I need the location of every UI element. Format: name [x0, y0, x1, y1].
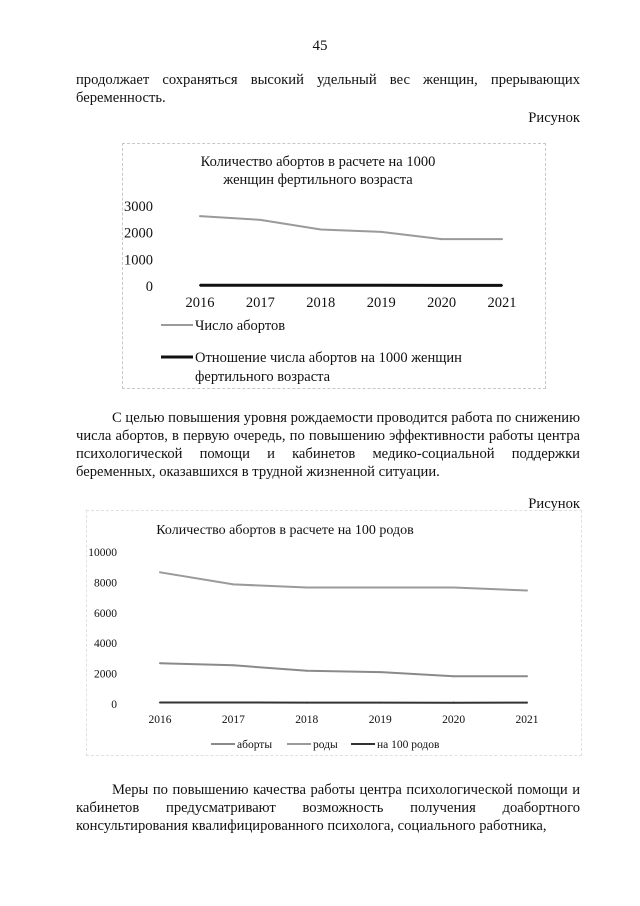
chart-1-data-point [441, 284, 443, 286]
chart-2-x-tick-label: 2021 [515, 714, 539, 726]
chart-1-y-tick-label: 2000 [124, 225, 153, 242]
chart-1-x-tick-label: 2020 [427, 295, 457, 311]
chart-1-data-point [199, 284, 201, 286]
chart-2-y-tick-label: 6000 [94, 607, 117, 620]
chart-2-data-point [306, 670, 308, 672]
chart-2-data-point [159, 571, 161, 573]
chart-2-series-line [160, 572, 527, 590]
chart-2-data-point [379, 671, 381, 673]
chart-1-x-tick-label: 2016 [185, 295, 215, 311]
figure-label-2: Рисунок [528, 496, 580, 512]
chart-2-x-tick-label: 2020 [442, 714, 466, 726]
chart-1-y-tick-label: 0 [145, 279, 153, 295]
chart-2-x-tick-label: 2018 [295, 714, 319, 726]
chart-1-data-point [501, 238, 503, 240]
chart-2-data-point [379, 702, 381, 704]
chart-1-series-line [200, 216, 502, 239]
paragraph-3: Меры по повышению качества работы центра психологической помощи и кабинетов предусматривают возможность получения доабортного консультирования квалифицированного психолога, социального работника, [76, 782, 580, 834]
page-number: 45 [312, 38, 328, 54]
chart-2-y-tick-label: 0 [111, 699, 117, 711]
chart-2-x-tick-label: 2017 [221, 714, 245, 726]
chart-2-y-tick-label: 8000 [94, 577, 117, 590]
chart-1-data-point [199, 215, 201, 217]
chart-1-data-point [380, 284, 382, 286]
chart-2-title: Количество абортов в расчете на 100 родов [156, 523, 414, 538]
chart-2-data-point [453, 586, 455, 588]
chart-1-y-tick-label: 3000 [124, 199, 153, 215]
chart-1-legend-label: фертильного возраста [195, 369, 331, 385]
chart-1-title: женщин фертильного возраста [223, 172, 413, 188]
chart-1-data-point [320, 228, 322, 230]
chart-2-frame [86, 510, 582, 756]
chart-1-x-tick-label: 2017 [245, 295, 275, 311]
chart-2-legend-label: роды [313, 739, 338, 751]
chart-2-data-point [526, 702, 528, 704]
chart-2-data-point [306, 586, 308, 588]
paragraph-1: продолжает сохраняться высокий удельный вес женщин, прерывающих беременность. [76, 72, 580, 106]
chart-1-legend-label: Число абортов [195, 318, 286, 334]
chart-2-data-point [232, 583, 234, 585]
chart-2-data-point [306, 702, 308, 704]
chart-2-y-tick-label: 2000 [94, 668, 117, 681]
chart-2-legend-label: аборты [237, 739, 273, 751]
chart-1-data-point [501, 284, 503, 286]
chart-2-x-tick-label: 2016 [148, 714, 172, 726]
chart-1-data-point [259, 284, 261, 286]
chart-2-data-point [159, 662, 161, 664]
chart-2-data-point [232, 702, 234, 704]
chart-2-data-point [232, 664, 234, 666]
chart-2 [87, 511, 581, 755]
figure-label-1: Рисунок [528, 110, 580, 126]
chart-1-frame [122, 143, 546, 389]
chart-1-x-tick-label: 2018 [306, 295, 336, 311]
chart-1-legend-label: Отношение числа абортов на 1000 женщин [195, 350, 462, 366]
chart-2-data-point [526, 590, 528, 592]
chart-2-y-tick-label: 4000 [94, 638, 117, 651]
chart-2-data-point [379, 586, 381, 588]
chart-2-data-point [526, 675, 528, 677]
chart-1-data-point [441, 238, 443, 240]
chart-2-series-line [160, 663, 527, 676]
paragraph-2: С целью повышения уровня рождаемости проводится работа по снижению числа абортов, в первую очередь, по повышению эффективности работы центра психологической помощи и кабинетов медико-социальной поддержки беременных, оказавшихся в трудной жизненной ситуации. [76, 410, 580, 480]
chart-2-data-point [453, 675, 455, 677]
chart-1-data-point [320, 284, 322, 286]
chart-1-x-tick-label: 2021 [487, 295, 517, 311]
chart-1-data-point [380, 231, 382, 233]
chart-1-title: Количество абортов в расчете на 1000 [200, 154, 436, 170]
chart-1-x-tick-label: 2019 [366, 295, 396, 311]
chart-2-legend-label: на 100 родов [377, 739, 440, 751]
chart-2-data-point [159, 702, 161, 704]
chart-1 [123, 144, 545, 388]
chart-2-y-tick-label: 10000 [88, 547, 117, 559]
chart-2-data-point [453, 702, 455, 704]
chart-1-data-point [259, 219, 261, 221]
chart-1-y-tick-label: 1000 [124, 252, 153, 269]
chart-2-x-tick-label: 2019 [368, 714, 392, 726]
